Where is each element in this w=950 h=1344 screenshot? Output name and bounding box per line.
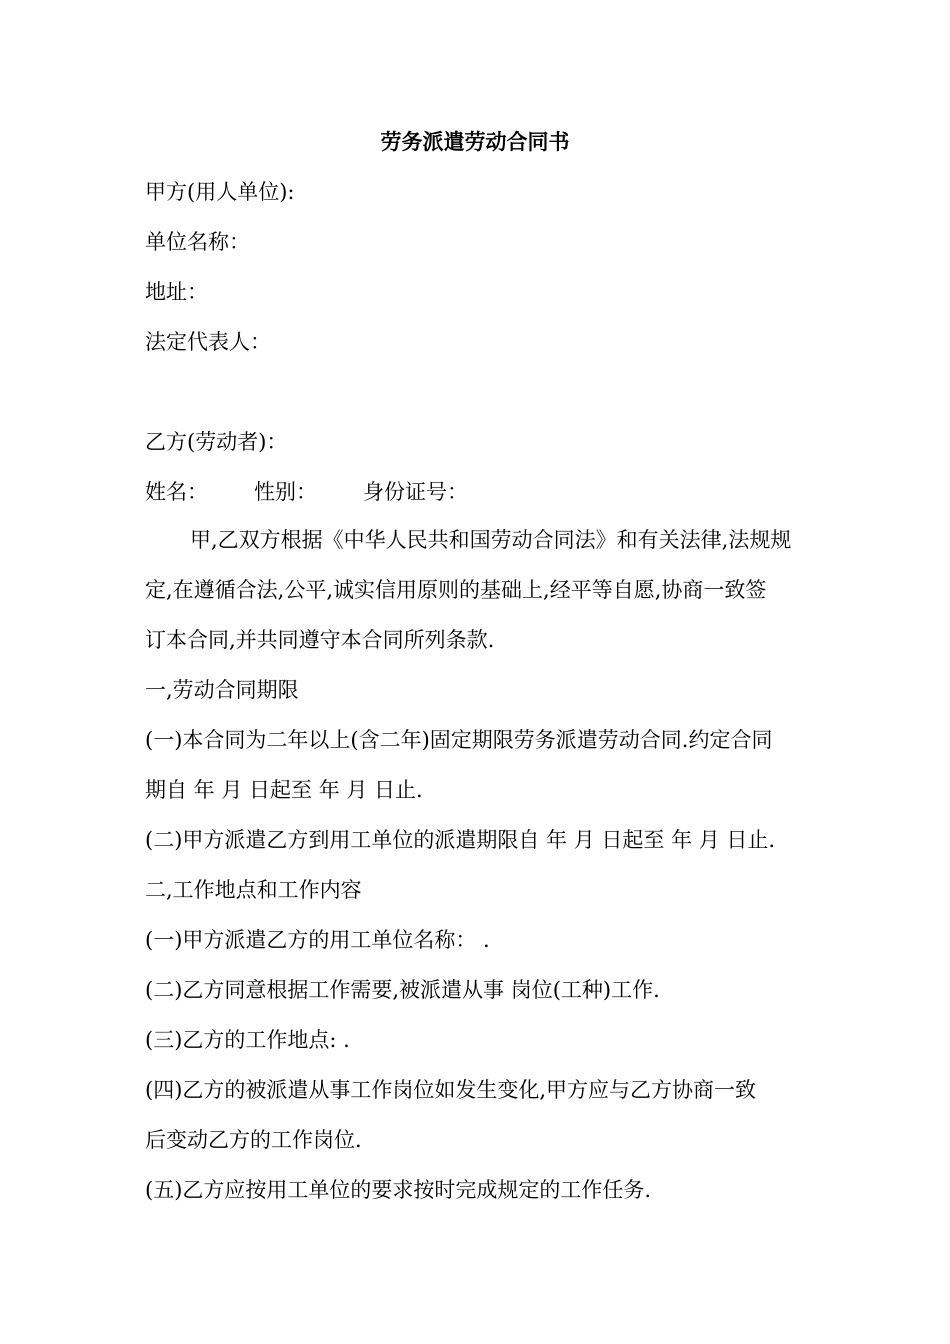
section-1-item-2: (二)甲方派遣乙方到用工单位的派遣期限自 年 月 日起至 年 月 日止. bbox=[145, 828, 776, 852]
section-2-item-2: (二)乙方同意根据工作需要,被派遣从事 岗位(工种)工作. bbox=[145, 978, 660, 1002]
party-b-heading: 乙方(劳动者)： bbox=[145, 430, 288, 454]
section-2-item-4-line-1: (四)乙方的被派遣从事工作岗位如发生变化,甲方应与乙方协商一致 bbox=[145, 1078, 757, 1102]
name-label: 姓名： bbox=[145, 480, 208, 504]
section-2-heading: 二,工作地点和工作内容 bbox=[145, 878, 362, 902]
company-name-label: 单位名称： bbox=[145, 230, 250, 254]
party-a-heading: 甲方(用人单位): bbox=[145, 180, 295, 204]
id-number-label: 身份证号： bbox=[363, 480, 468, 504]
legal-rep-label: 法定代表人： bbox=[145, 330, 271, 354]
preamble-line-1: 甲,乙双方根据《中华人民共和国劳动合同法》和有关法律,法规规 bbox=[190, 528, 792, 552]
gender-label: 性别： bbox=[254, 480, 317, 504]
section-2-item-5: (五)乙方应按用工单位的要求按时完成规定的工作任务. bbox=[145, 1178, 652, 1202]
section-2-item-1: (一)甲方派遣乙方的用工单位名称： . bbox=[145, 928, 490, 952]
section-2-item-3: (三)乙方的工作地点: . bbox=[145, 1028, 350, 1052]
section-2-item-4-line-2: 后变动乙方的工作岗位. bbox=[145, 1128, 362, 1152]
section-1-heading: 一,劳动合同期限 bbox=[145, 678, 299, 702]
document-title: 劳务派遣劳动合同书 bbox=[380, 129, 570, 154]
preamble-line-2: 定,在遵循合法,公平,诚实信用原则的基础上,经平等自愿,协商一致签 bbox=[145, 578, 767, 602]
address-label: 地址： bbox=[145, 280, 208, 304]
preamble-line-3: 订本合同,并共同遵守本合同所列条款. bbox=[145, 628, 495, 652]
section-1-item-1-line-2: 期自 年 月 日起至 年 月 日止. bbox=[145, 778, 423, 802]
party-b-fields bbox=[145, 478, 815, 506]
section-1-item-1-line-1: (一)本合同为二年以上(含二年)固定期限劳务派遣劳动合同.约定合同 bbox=[145, 728, 773, 752]
